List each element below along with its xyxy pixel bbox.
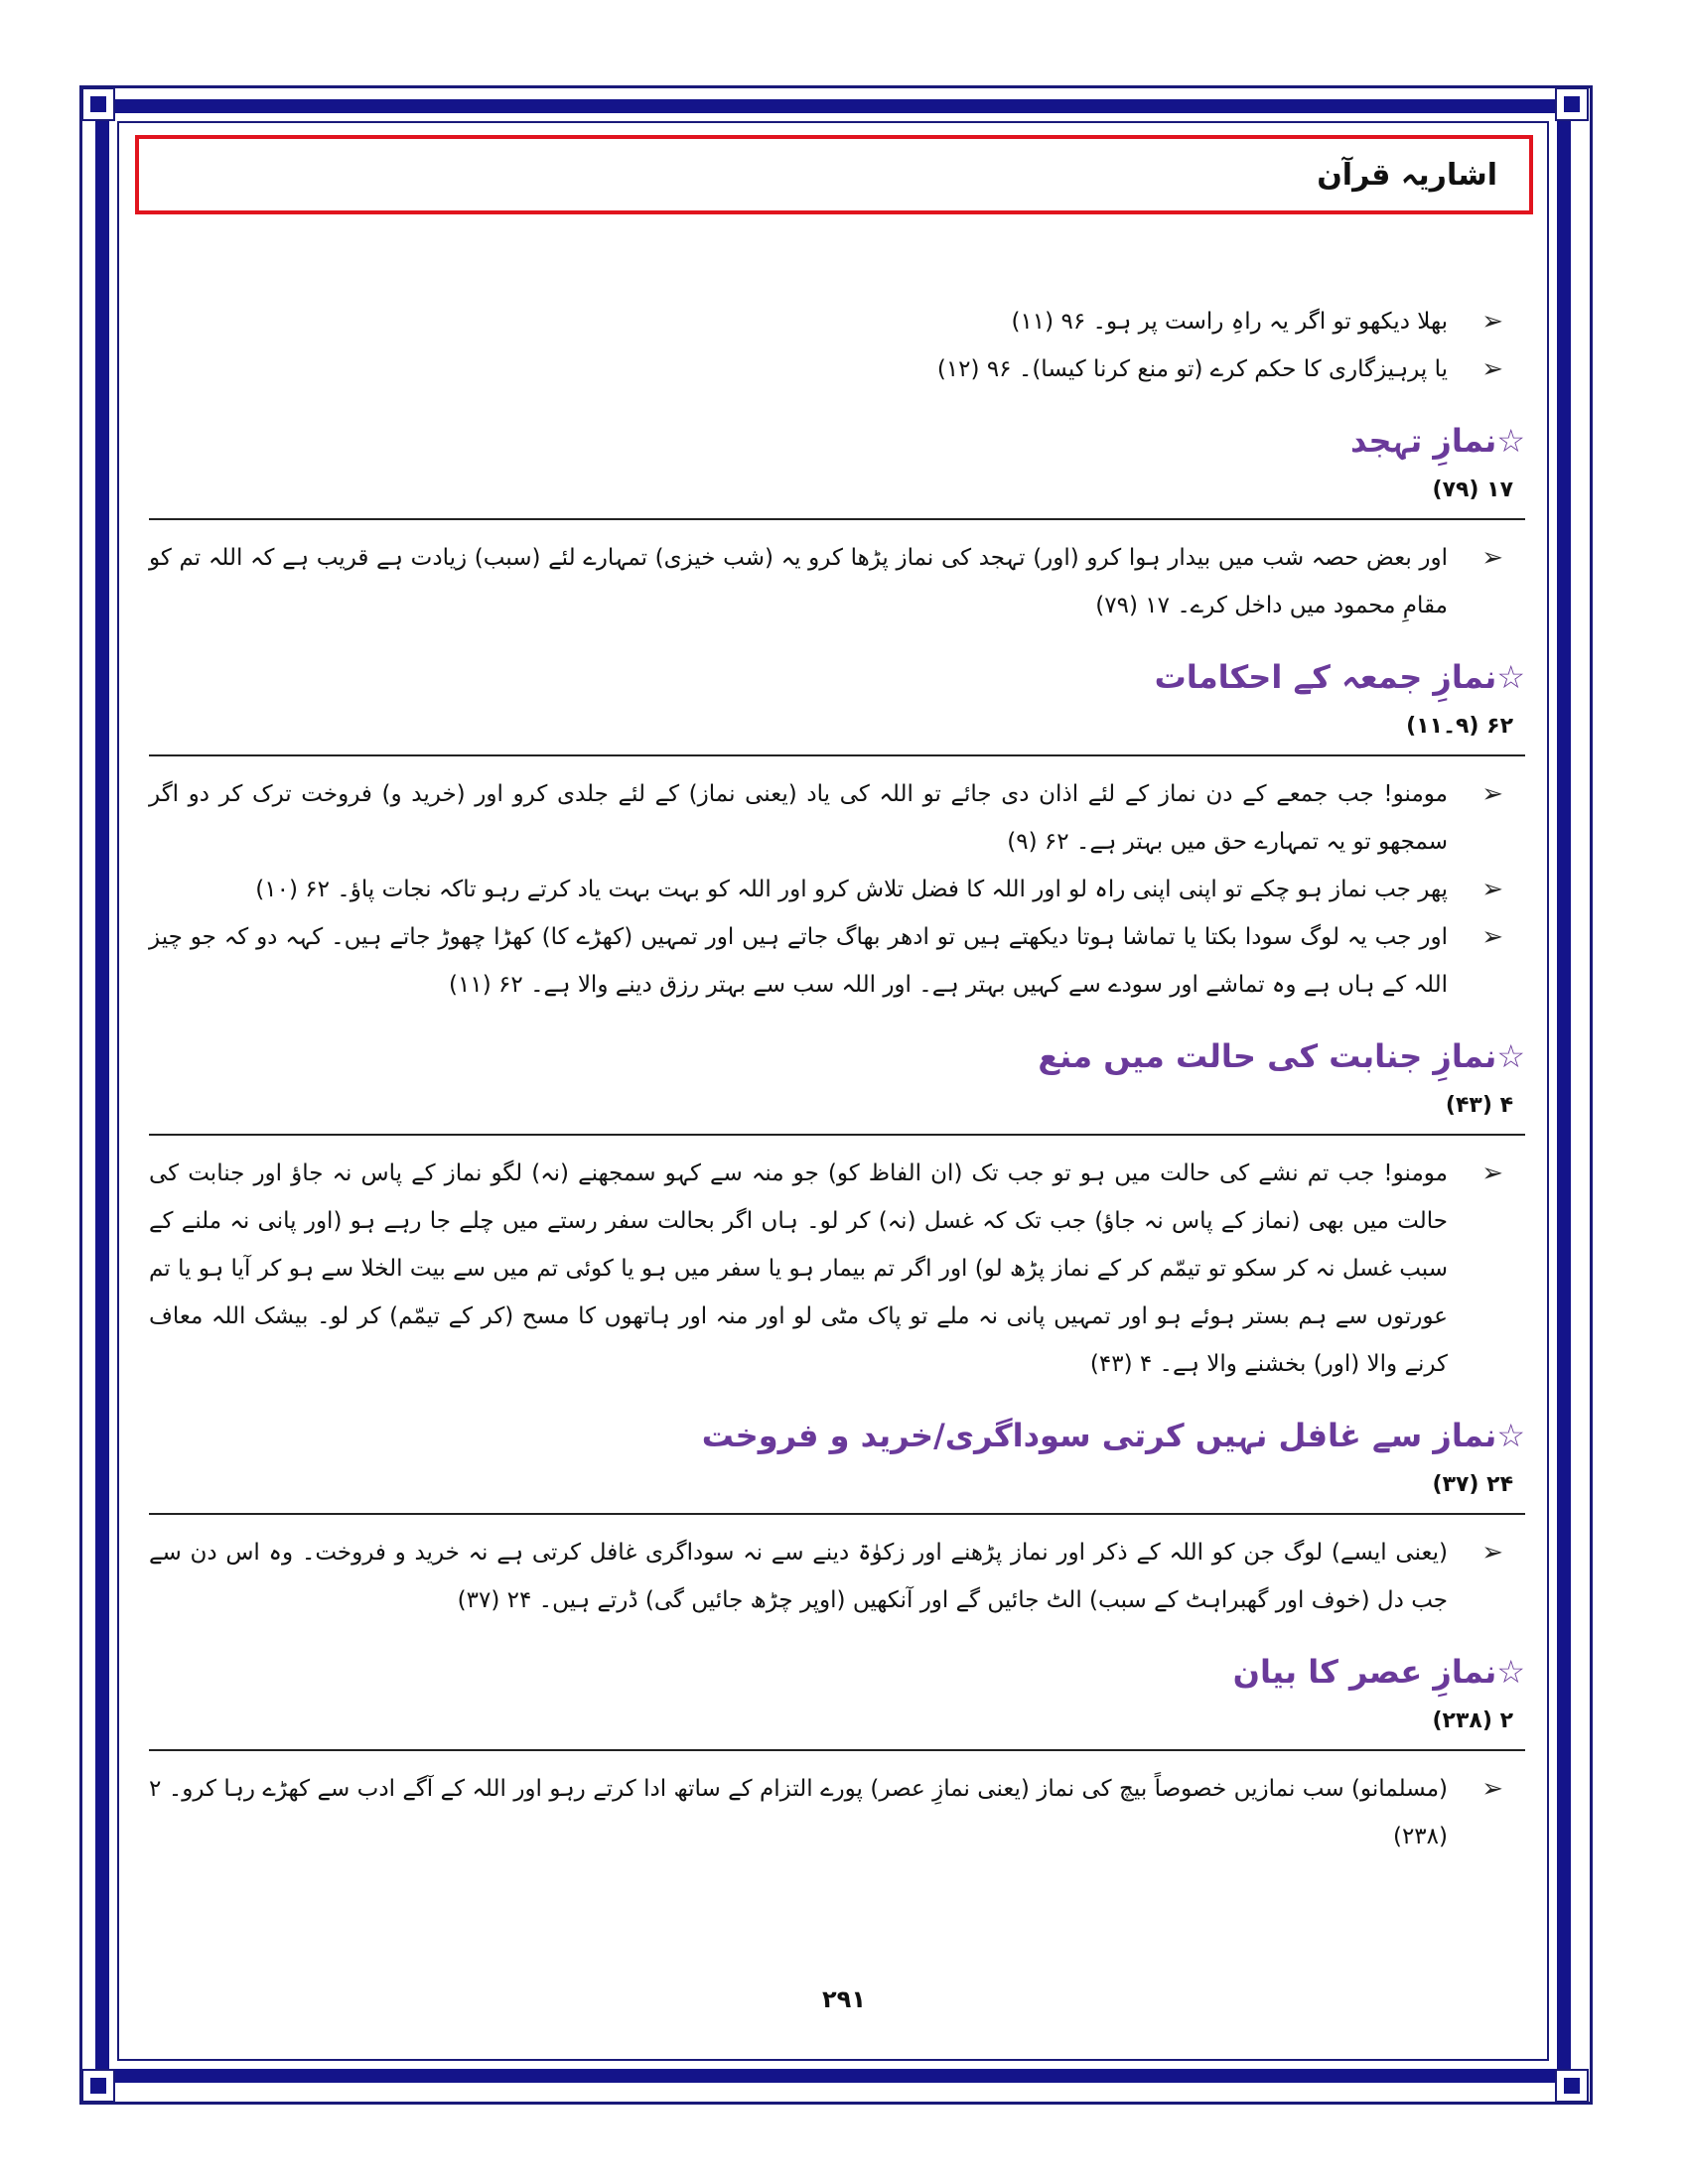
heading-text: نماز سے غافل نہیں کرتی سوداگری/خرید و فروخت [701, 1417, 1497, 1454]
divider [149, 754, 1525, 756]
bullet-arrow-icon: ➢ [1481, 307, 1503, 337]
verse-reference: ۲۴ (۳۷) [1432, 1472, 1513, 1497]
section-heading [149, 413, 1525, 469]
bullet-text: مومنو! جب جمعے کے دن نماز کے لئے اذان دی جائے تو اللہ کی یاد (یعنی نماز) کے لئے جلدی کرو اور (خرید و) فروخت ترک کر دو اگر سمجھو تو یہ تمہارے حق میں بہتر ہے۔ ۶۲ (۹) [149, 781, 1448, 855]
verse-reference: ۴ (۴۳) [1445, 1093, 1513, 1118]
section-heading [149, 1644, 1525, 1700]
heading-text: نمازِ جنابت کی حالت میں منع [1038, 1037, 1497, 1075]
heading-text: نمازِ عصر کا بیان [1232, 1653, 1497, 1691]
bullet-arrow-icon: ➢ [1481, 875, 1503, 904]
bullet-arrow-icon: ➢ [1481, 354, 1503, 384]
divider [149, 518, 1525, 520]
bullet-item [149, 298, 1525, 345]
bullet-item [149, 866, 1525, 913]
verse-reference: ۶۲ (۹۔۱۱) [1406, 714, 1513, 739]
heading-text: نمازِ جمعہ کے احکامات [1154, 658, 1497, 696]
document-body [149, 298, 1525, 1860]
section-heading [149, 1408, 1525, 1463]
bullet-text: اور جب یہ لوگ سودا بکتا یا تماشا ہوتا دیکھتے ہیں تو ادھر بھاگ جاتے ہیں اور تمہیں (کھڑے کا) کھڑا چھوڑ جاتے ہیں۔ کہہ دو کہ جو چیز اللہ کے ہاں ہے وہ تماشے اور سودے سے کہیں بہتر ہے۔ اور اللہ سب سے بہتر رزق دینے والا ہے۔ ۶۲ (۱۱) [149, 924, 1448, 998]
corner-ornament-top-left [81, 87, 115, 121]
bullet-arrow-icon: ➢ [1481, 1159, 1503, 1188]
divider [149, 1749, 1525, 1751]
bullet-text: (مسلمانو) سب نمازیں خصوصاً بیچ کی نماز (یعنی نمازِ عصر) پورے التزام کے ساتھ ادا کرتے رہو اور اللہ کے آگے ادب سے کھڑے رہا کرو۔ ۲ (۲۳۸) [149, 1776, 1448, 1849]
bullet-text: (یعنی ایسے) لوگ جن کو اللہ کے ذکر اور نماز پڑھنے اور زکوٰۃ دینے سے نہ سوداگری غافل کرتی ہے نہ خرید و فروخت۔ وہ اس دن سے جب دل (خوف اور گھبراہٹ کے سبب) الٹ جائیں گے اور آنکھیں (اوپر چڑھ جائیں گی) ڈرتے ہیں۔ ۲۴ (۳۷) [149, 1540, 1448, 1613]
verse-reference: ۲ (۲۳۸) [1432, 1708, 1513, 1733]
bullet-arrow-icon: ➢ [1481, 1538, 1503, 1568]
header-title: اشاریہ قرآن [1317, 157, 1497, 193]
bullet-item [149, 1765, 1525, 1860]
bullet-item [149, 345, 1525, 393]
divider [149, 1513, 1525, 1515]
bullet-text: بھلا دیکھو تو اگر یہ راہِ راست پر ہو۔ ۹۶ (۱۱) [1011, 309, 1448, 335]
bullet-text: مومنو! جب تم نشے کی حالت میں ہو تو جب تک (ان الفاظ کو) جو منہ سے کہو سمجھنے (نہ) لگو نماز کے پاس نہ جاؤ اور جنابت کی حالت میں بھی (نماز کے پاس نہ جاؤ) جب تک کہ غسل (نہ) کر لو۔ ہاں اگر بحالت سفر رستے میں چلے جا رہے ہو (اور پانی نہ ملنے کے سبب غسل نہ کر سکو تو تیمّم کر کے نماز پڑھ لو) اور اگر تم بیمار ہو یا سفر میں ہو یا کوئی تم میں سے بیت الخلا سے ہو کر آیا ہو یا تم عورتوں سے ہم بستر ہوئے ہو اور تمہیں پانی نہ ملے تو پاک مٹی لو اور منہ اور ہاتھوں کا مسح (کر کے تیمّم) کر لو۔ بیشک اللہ معاف کرنے والا (اور) بخشنے والا ہے۔ ۴ (۴۳) [149, 1160, 1448, 1377]
bullet-arrow-icon: ➢ [1481, 779, 1503, 809]
star-icon: ☆ [1496, 658, 1525, 696]
star-icon: ☆ [1496, 1653, 1525, 1691]
corner-ornament-top-right [1555, 87, 1589, 121]
section-heading [149, 649, 1525, 705]
bullet-item [149, 1529, 1525, 1624]
bullet-arrow-icon: ➢ [1481, 1774, 1503, 1804]
section-heading [149, 1028, 1525, 1084]
verse-reference: ۱۷ (۷۹) [1432, 478, 1513, 502]
divider [149, 1134, 1525, 1136]
corner-ornament-bottom-left [81, 2069, 115, 2103]
star-icon: ☆ [1496, 1417, 1525, 1454]
heading-text: نمازِ تہجد [1349, 422, 1497, 460]
page-number: ۲۹۱ [822, 1985, 866, 2013]
bullet-text: اور بعض حصہ شب میں بیدار ہوا کرو (اور) تہجد کی نماز پڑھا کرو یہ (شب خیزی) تمہارے لئے (سبب) زیادت ہے قریب ہے کہ اللہ تم کو مقامِ محمود میں داخل کرے۔ ۱۷ (۷۹) [149, 545, 1448, 618]
star-icon: ☆ [1496, 1037, 1525, 1075]
bullet-item [149, 534, 1525, 629]
bullet-arrow-icon: ➢ [1481, 543, 1503, 573]
bullet-item [149, 913, 1525, 1009]
bullet-arrow-icon: ➢ [1481, 922, 1503, 952]
corner-ornament-bottom-right [1555, 2069, 1589, 2103]
star-icon: ☆ [1496, 422, 1525, 460]
bullet-item [149, 1150, 1525, 1388]
bullet-item [149, 770, 1525, 866]
page-header [135, 135, 1533, 214]
bullet-text: یا پرہیزگاری کا حکم کرے (تو منع کرنا کیسا)۔ ۹۶ (۱۲) [936, 356, 1448, 382]
bullet-text: پھر جب نماز ہو چکے تو اپنی اپنی راہ لو اور اللہ کا فضل تلاش کرو اور اللہ کو بہت بہت یاد کرتے رہو تاکہ نجات پاؤ۔ ۶۲ (۱۰) [255, 877, 1448, 902]
